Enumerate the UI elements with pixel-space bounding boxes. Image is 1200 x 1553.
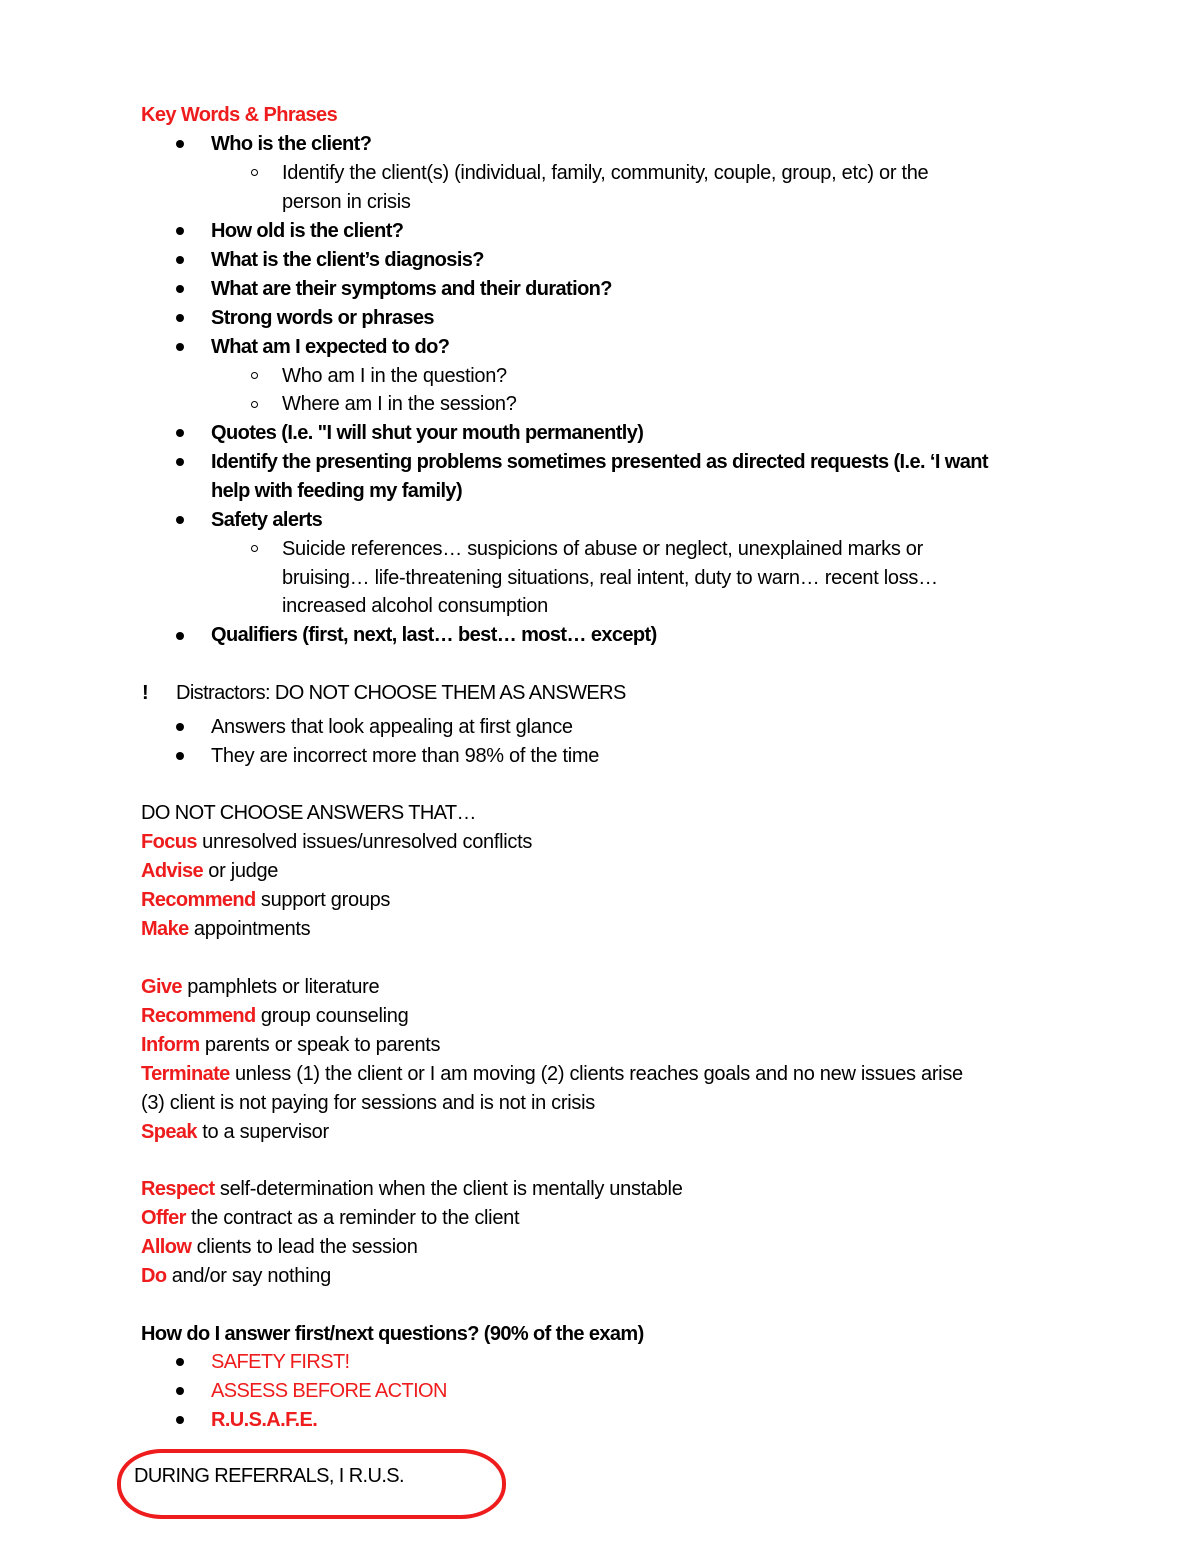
rule-text: clients to lead the session: [191, 1236, 418, 1258]
safety-alerts-detail-a: Suicide references… suspicions of abuse or neglect, unexplained marks or: [282, 538, 923, 560]
rule-text: and/or say nothing: [166, 1265, 331, 1287]
key-words-heading: Key Words & Phrases: [141, 104, 338, 126]
rule-keyword: Allow: [141, 1236, 192, 1258]
bullet-icon: [176, 343, 184, 351]
rule-focus: [141, 828, 532, 857]
rule-recommend-support: [141, 886, 390, 915]
rule-keyword: Make: [141, 918, 189, 940]
distractors-heading: Distractors: DO NOT CHOOSE THEM AS ANSWERS: [176, 682, 626, 704]
key-question-8-b: help with feeding my family): [211, 480, 463, 502]
sub-bullet-icon: [251, 401, 258, 408]
key-question-1: Who is the client?: [211, 133, 372, 155]
rule-do: [141, 1262, 331, 1291]
key-question-7: Quotes (I.e. "I will shut your mouth permanently): [211, 422, 644, 444]
rule-text: support groups: [255, 889, 391, 911]
key-question-5: Strong words or phrases: [211, 307, 434, 329]
rule-respect: [141, 1175, 683, 1204]
rule-offer: [141, 1204, 519, 1233]
key-question-4: What are their symptoms and their duration?: [211, 278, 612, 300]
rule-text: the contract as a reminder to the client: [185, 1207, 520, 1229]
bullet-icon: [176, 458, 184, 466]
distractors-item-2: They are incorrect more than 98% of the time: [211, 745, 600, 767]
rule-keyword: Advise: [141, 860, 203, 882]
rule-text: self-determination when the client is mentally unstable: [214, 1178, 683, 1200]
rule-keyword: Speak: [141, 1121, 197, 1143]
key-question-6-sub-1: Who am I in the question?: [282, 365, 507, 387]
key-question-6: What am I expected to do?: [211, 336, 450, 358]
rule-speak: [141, 1118, 329, 1147]
sub-bullet-icon: [251, 372, 258, 379]
bullet-icon: [176, 1358, 184, 1366]
rule-recommend-group: [141, 1002, 408, 1031]
sub-bullet-icon: [251, 169, 258, 176]
first-next-item-1: SAFETY FIRST!: [211, 1351, 350, 1373]
key-question-6-sub-2: Where am I in the session?: [282, 393, 517, 415]
rule-text: group counseling: [255, 1005, 409, 1027]
bullet-icon: [176, 1387, 184, 1395]
exclamation-icon: !: [142, 682, 149, 704]
rule-keyword: Respect: [141, 1178, 215, 1200]
referrals-note: DURING REFERRALS, I R.U.S.: [134, 1465, 404, 1487]
rule-keyword: Inform: [141, 1034, 200, 1056]
key-question-8-a: Identify the presenting problems sometimes presented as directed requests (I.e. ‘I want: [211, 451, 988, 473]
bullet-icon: [176, 723, 184, 731]
sub-bullet-icon: [251, 545, 258, 552]
first-next-item-2: ASSESS BEFORE ACTION: [211, 1380, 447, 1402]
key-question-1-detail-a: Identify the client(s) (individual, family, community, couple, group, etc) or the: [282, 162, 929, 184]
rule-keyword: Terminate: [141, 1063, 230, 1085]
rule-keyword: Focus: [141, 831, 197, 853]
bullet-icon: [176, 429, 184, 437]
do-not-choose-heading: DO NOT CHOOSE ANSWERS THAT…: [141, 802, 476, 824]
first-next-heading: How do I answer first/next questions? (90% of the exam): [141, 1323, 644, 1345]
rule-inform: [141, 1031, 440, 1060]
bullet-icon: [176, 314, 184, 322]
bullet-icon: [176, 140, 184, 148]
bullet-icon: [176, 752, 184, 760]
key-question-10: Qualifiers (first, next, last… best… most… except): [211, 624, 657, 646]
bullet-icon: [176, 285, 184, 293]
rule-text: unless (1) the client or I am moving (2) clients reaches goals and no new issues arise: [229, 1063, 963, 1085]
key-question-9: Safety alerts: [211, 509, 323, 531]
bullet-icon: [176, 516, 184, 524]
rule-keyword: Give: [141, 976, 182, 998]
rule-allow: [141, 1233, 418, 1262]
distractors-item-1: Answers that look appealing at first glance: [211, 716, 573, 738]
rule-text: appointments: [188, 918, 311, 940]
safety-alerts-detail-b: bruising… life-threatening situations, real intent, duty to warn… recent loss…: [282, 567, 938, 589]
bullet-icon: [176, 227, 184, 235]
rule-give: [141, 973, 379, 1002]
rule-make: [141, 915, 310, 944]
rule-keyword: Offer: [141, 1207, 186, 1229]
rule-text: unresolved issues/unresolved conflicts: [196, 831, 533, 853]
rule-terminate: [141, 1060, 963, 1089]
rule-keyword: Recommend: [141, 1005, 256, 1027]
rule-text: parents or speak to parents: [199, 1034, 441, 1056]
rule-text: or judge: [203, 860, 279, 882]
first-next-item-3: R.U.S.A.F.E.: [211, 1409, 318, 1431]
safety-alerts-detail-c: increased alcohol consumption: [282, 595, 548, 617]
key-question-1-detail-b: person in crisis: [282, 191, 411, 213]
rule-terminate-cont: (3) client is not paying for sessions and is not in crisis: [141, 1092, 595, 1114]
rule-keyword: Recommend: [141, 889, 256, 911]
rule-text: pamphlets or literature: [181, 976, 380, 998]
bullet-icon: [176, 632, 184, 640]
key-question-2: How old is the client?: [211, 220, 404, 242]
rule-text: to a supervisor: [196, 1121, 329, 1143]
rule-advise: [141, 857, 278, 886]
bullet-icon: [176, 1416, 184, 1424]
bullet-icon: [176, 256, 184, 264]
rule-keyword: Do: [141, 1265, 167, 1287]
key-question-3: What is the client’s diagnosis?: [211, 249, 484, 271]
